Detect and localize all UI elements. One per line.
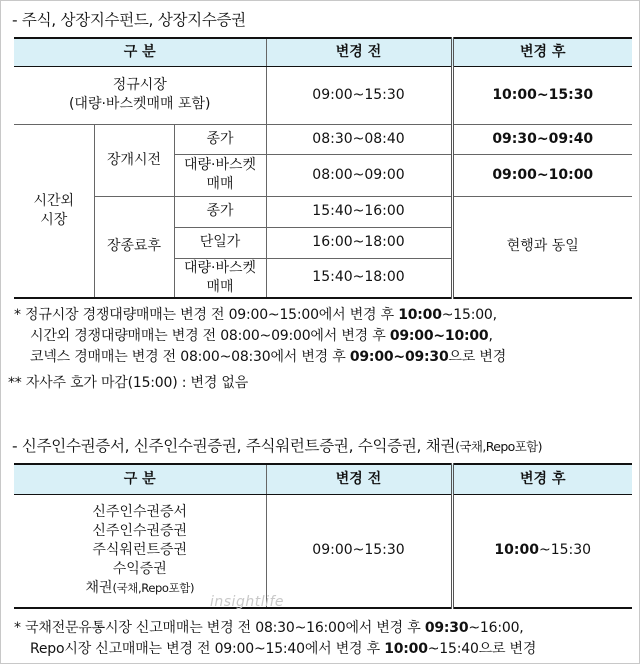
pre-open-block-label: 대량·바스켓 매매 xyxy=(174,154,266,196)
header-before: 변경 전 xyxy=(266,38,452,66)
note1-line3: 코넥스 경매매는 변경 전 08:00~08:30에서 변경 후 09:00~09:30으로 변경 xyxy=(30,349,507,365)
section2-table xyxy=(14,463,632,609)
section1-heading: - 주식, 상장지수펀드, 상장지수증권 xyxy=(12,11,246,29)
pre-open-label: 장개시전 xyxy=(94,124,174,196)
pre-open-block-before: 08:00~09:00 xyxy=(266,154,452,196)
post-close-closing-label: 종가 xyxy=(174,196,266,227)
regular-market-label: 정규시장 (대량·바스켓매매 포함) xyxy=(14,66,266,124)
regular-after: 10:00~15:30 xyxy=(452,66,632,124)
post-close-label: 장종료후 xyxy=(94,196,174,298)
t2-after: 10:00~15:30 xyxy=(452,494,632,608)
note2: ** 자사주 호가 마감(15:00) : 변경 없음 xyxy=(8,375,249,391)
t2-header-before: 변경 전 xyxy=(266,464,452,494)
post-close-single-before: 16:00~18:00 xyxy=(266,227,452,258)
post-close-block-before: 15:40~18:00 xyxy=(266,258,452,298)
note1-line2: 시간외 경쟁대량매매는 변경 전 08:00~09:00에서 변경 후 09:00~10:00, xyxy=(30,328,493,344)
header-category: 구 분 xyxy=(14,38,266,66)
post-close-closing-before: 15:40~16:00 xyxy=(266,196,452,227)
watermark: insightlife xyxy=(210,594,285,610)
t2-header-after: 변경 후 xyxy=(452,464,632,494)
section2-heading: - 신주인수권증서, 신주인수권증권, 주식워런트증권, 수익증권, 채권(국채,Repo포함) xyxy=(12,437,542,455)
pre-open-closing-label: 종가 xyxy=(174,124,266,154)
pre-open-closing-before: 08:30~08:40 xyxy=(266,124,452,154)
t2-note-line2: Repo시장 신고매매는 변경 전 09:00~15:40에서 변경 후 10:00~15:40으로 변경 xyxy=(30,641,537,657)
pre-open-block-after: 09:00~10:00 xyxy=(452,154,632,196)
pre-open-closing-after: 09:30~09:40 xyxy=(452,124,632,154)
section1-table xyxy=(14,37,632,299)
post-close-block-label: 대량·바스켓 매매 xyxy=(174,258,266,298)
t2-category-list: 신주인수권증서 신주인수권증권 주식워런트증권 수익증권 채권(국채,Repo포함) xyxy=(14,494,266,608)
post-close-single-label: 단일가 xyxy=(174,227,266,258)
regular-before: 09:00~15:30 xyxy=(266,66,452,124)
t2-note-line1: * 국채전문유통시장 신고매매는 변경 전 08:30~16:00에서 변경 후 09:30~16:00, xyxy=(14,620,524,636)
after-hours-label: 시간외 시장 xyxy=(14,124,94,298)
t2-header-category: 구 분 xyxy=(14,464,266,494)
note1-line1: * 정규시장 경쟁대량매매는 변경 전 09:00~15:00에서 변경 후 10:00~15:00, xyxy=(14,307,497,323)
post-close-after: 현행과 동일 xyxy=(452,196,632,298)
t2-before: 09:00~15:30 xyxy=(266,494,452,608)
header-after: 변경 후 xyxy=(452,38,632,66)
